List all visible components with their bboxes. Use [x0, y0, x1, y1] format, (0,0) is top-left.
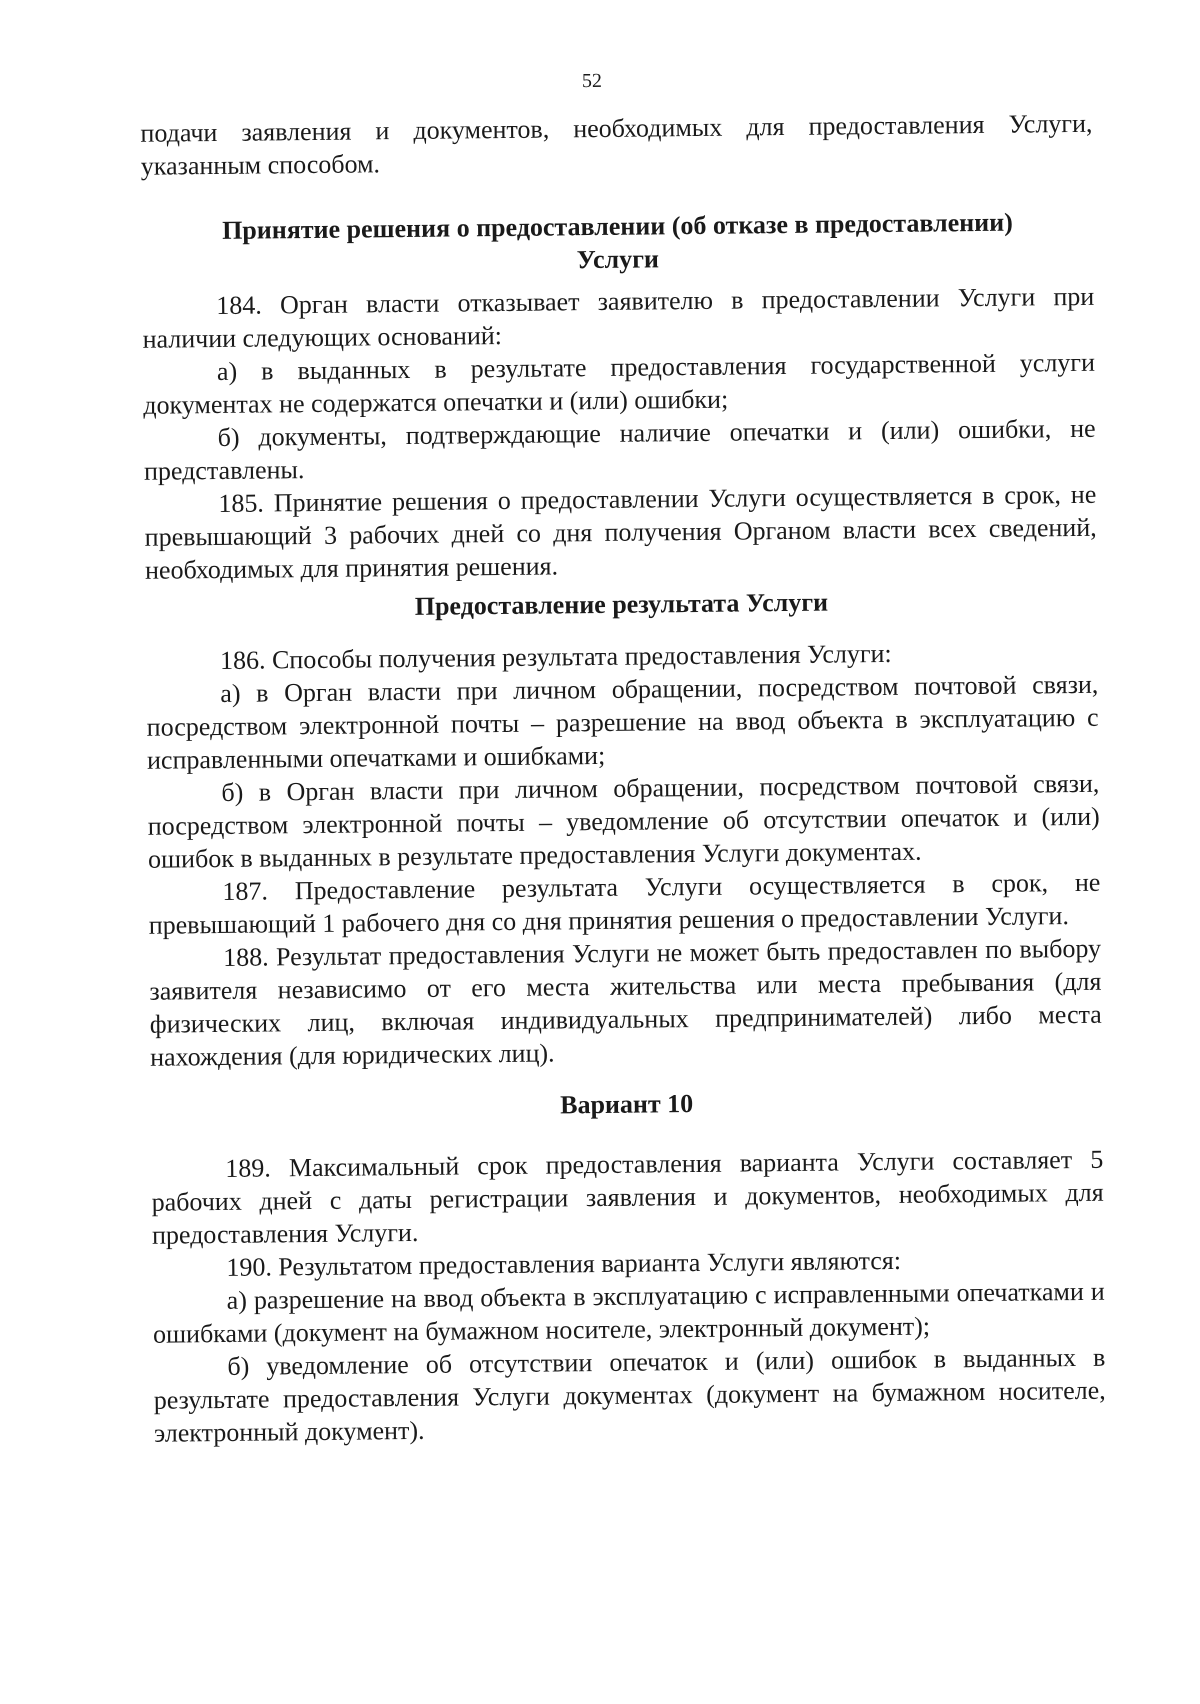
heading-line: Услуги — [576, 244, 660, 275]
paragraph-184: 184. Орган власти отказывает заявителю в предоставлении Услуги при наличии следующих оснований: — [142, 281, 1095, 354]
paragraph-190: 190. Результатом предоставления варианта Услуги являются: — [226, 1245, 902, 1282]
section-heading-result — [145, 583, 1097, 626]
paragraph-186-a: а) в Орган власти при личном обращении, посредством почтовой связи, посредством электронной почты – разрешение на ввод объекта в эксплуатацию с исправленными опечатками и ошибками; — [146, 669, 1099, 775]
section-decision-body — [142, 280, 1097, 587]
paragraph: подачи заявления и документов, необходимых для предоставления Услуги, указанным способом. — [140, 108, 1093, 181]
paragraph-188: 188. Результат предоставления Услуги не может быть предоставлен по выбору заявителя независимо от его места жительства или места пребывания (для физических лиц, включая индивидуальных предпринимателей) либо места нахождения (для юридических лиц). — [149, 933, 1102, 1072]
heading-line: Принятие решения о предоставлении (об отказе в предоставлении) — [221, 207, 1013, 245]
page-number: 52 — [581, 69, 603, 93]
paragraph-190-b: б) уведомление об отсутствии опечаток и (или) ошибок в выданных в результате предоставления Услуги документах (документ на бумажном носителе, электронный документ). — [153, 1342, 1106, 1448]
intro-block — [140, 107, 1093, 183]
section-heading-decision — [141, 205, 1094, 281]
section-result-body — [146, 635, 1102, 1074]
paragraph-184-b: б) документы, подтверждающие наличие опечатки и (или) ошибки, не представлены. — [143, 413, 1096, 486]
paragraph-187: 187. Предоставление результата Услуги осуществляется в срок, не превышающий 1 рабочего дня со дня принятия решения о предоставлении Услуги. — [148, 867, 1101, 940]
heading-line: Вариант 10 — [559, 1089, 694, 1120]
paragraph-186-b: б) в Орган власти при личном обращении, посредством почтовой связи, посредством электронной почты – уведомление об отсутствии опечаток и (или) ошибок в выданных в результате предоставления Услуги документах. — [147, 768, 1100, 874]
section-variant-body — [151, 1143, 1106, 1450]
paragraph-184-a: а) в выданных в результате предоставления государственной услуги документах не содержатся опечатки и (или) ошибки; — [143, 347, 1096, 420]
paragraph-185: 185. Принятие решения о предоставлении Услуги осуществляется в срок, не превышающий 3 рабочих дней со дня получения Органом власти всех сведений, необходимых для принятия решения. — [144, 479, 1097, 585]
paragraph-189: 189. Максимальный срок предоставления варианта Услуги составляет 5 рабочих дней с даты регистрации заявления и документов, необходимых для предоставления Услуги. — [151, 1144, 1104, 1250]
paragraph-190-a: а) разрешение на ввод объекта в эксплуатацию с исправленными опечатками и ошибками (документ на бумажном носителе, электронный документ); — [152, 1276, 1105, 1349]
paragraph-186: 186. Способы получения результата предоставления Услуги: — [219, 638, 892, 675]
section-heading-variant — [151, 1083, 1103, 1126]
heading-line: Предоставление результата Услуги — [414, 587, 829, 621]
